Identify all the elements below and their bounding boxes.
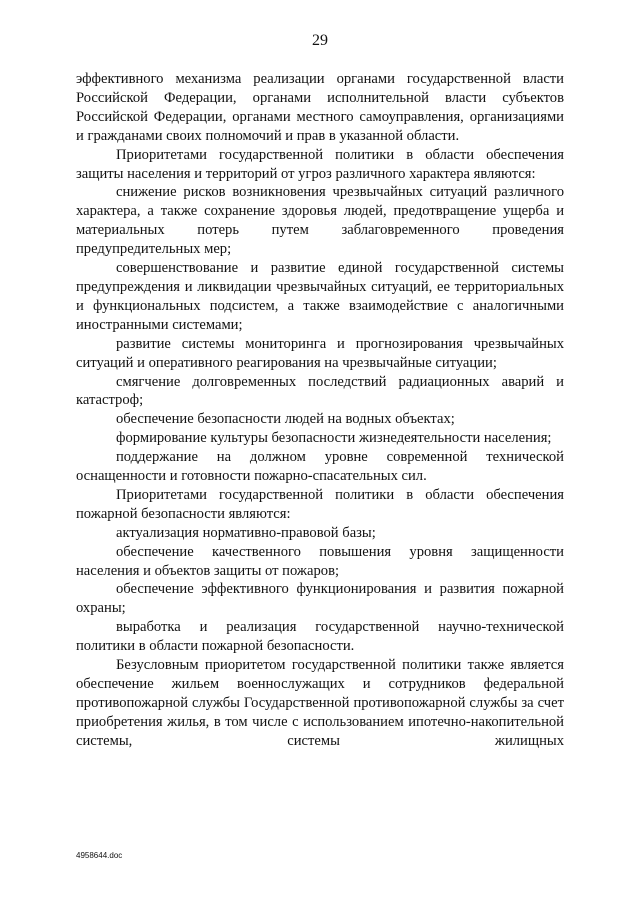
list-item-risk-reduction: снижение рисков возникновения чрезвычайных ситуаций различного характера, а также сохранение здоровья людей, предотвращение ущерба и материальных потерь путем заблаговременного проведения предупредительных мер; — [76, 184, 564, 258]
list-item-fire-protection-level: обеспечение качественного повышения уровня защищенности населения и объектов защиты от пожаров; — [76, 543, 564, 579]
list-item-scientific-policy: выработка и реализация государственной научно-технической политики в области пожарной безопасности. — [76, 619, 564, 655]
list-item-technical-readiness: поддержание на должном уровне современной технической оснащенности и готовности пожарно-спасательных сил. — [76, 449, 564, 485]
paragraph-emergency-priorities-intro: Приоритетами государственной политики в области обеспечения защиты населения и территорий от угроз различного характера являются: — [76, 146, 564, 182]
list-item-radiation-consequences: смягчение долговременных последствий радиационных аварий и катастроф; — [76, 373, 564, 409]
page-number: 29 — [312, 32, 328, 49]
list-item-monitoring: развитие системы мониторинга и прогнозирования чрезвычайных ситуаций и оперативного реагирования на чрезвычайные ситуации; — [76, 335, 564, 371]
paragraph-fire-priorities-intro: Приоритетами государственной политики в области обеспечения пожарной безопасности являются: — [76, 486, 564, 522]
document-body — [76, 70, 564, 751]
list-item-safety-culture: формирование культуры безопасности жизнедеятельности населения; — [116, 430, 552, 447]
list-item-legal-framework: актуализация нормативно-правовой базы; — [116, 524, 376, 541]
list-item-fire-service-development: обеспечение эффективного функционирования и развития пожарной охраны; — [76, 581, 564, 617]
list-item-water-safety: обеспечение безопасности людей на водных объектах; — [116, 411, 455, 428]
footer-filename: 4958644.doc — [76, 851, 123, 860]
paragraph-continuation: эффективного механизма реализации органами государственной власти Российской Федерации, органами исполнительной власти субъектов Российской Федерации, органами местного самоуправления, организациями и гражданами своих полномочий и прав в указанной области. — [76, 71, 564, 144]
list-item-unified-system: совершенствование и развитие единой государственной системы предупреждения и ликвидации чрезвычайных ситуаций, ее территориальных и функциональных подсистем, а также взаимодействие с аналогичными иностранными системами; — [76, 260, 564, 333]
paragraph-housing-priority: Безусловным приоритетом государственной политики также является обеспечение жильем военнослужащих и сотрудников федеральной противопожарной службы Государственной противопожарной службы за счет приобретения жилья, в том числе с использованием ипотечно-накопительной системы, системы жилищных — [76, 657, 564, 749]
